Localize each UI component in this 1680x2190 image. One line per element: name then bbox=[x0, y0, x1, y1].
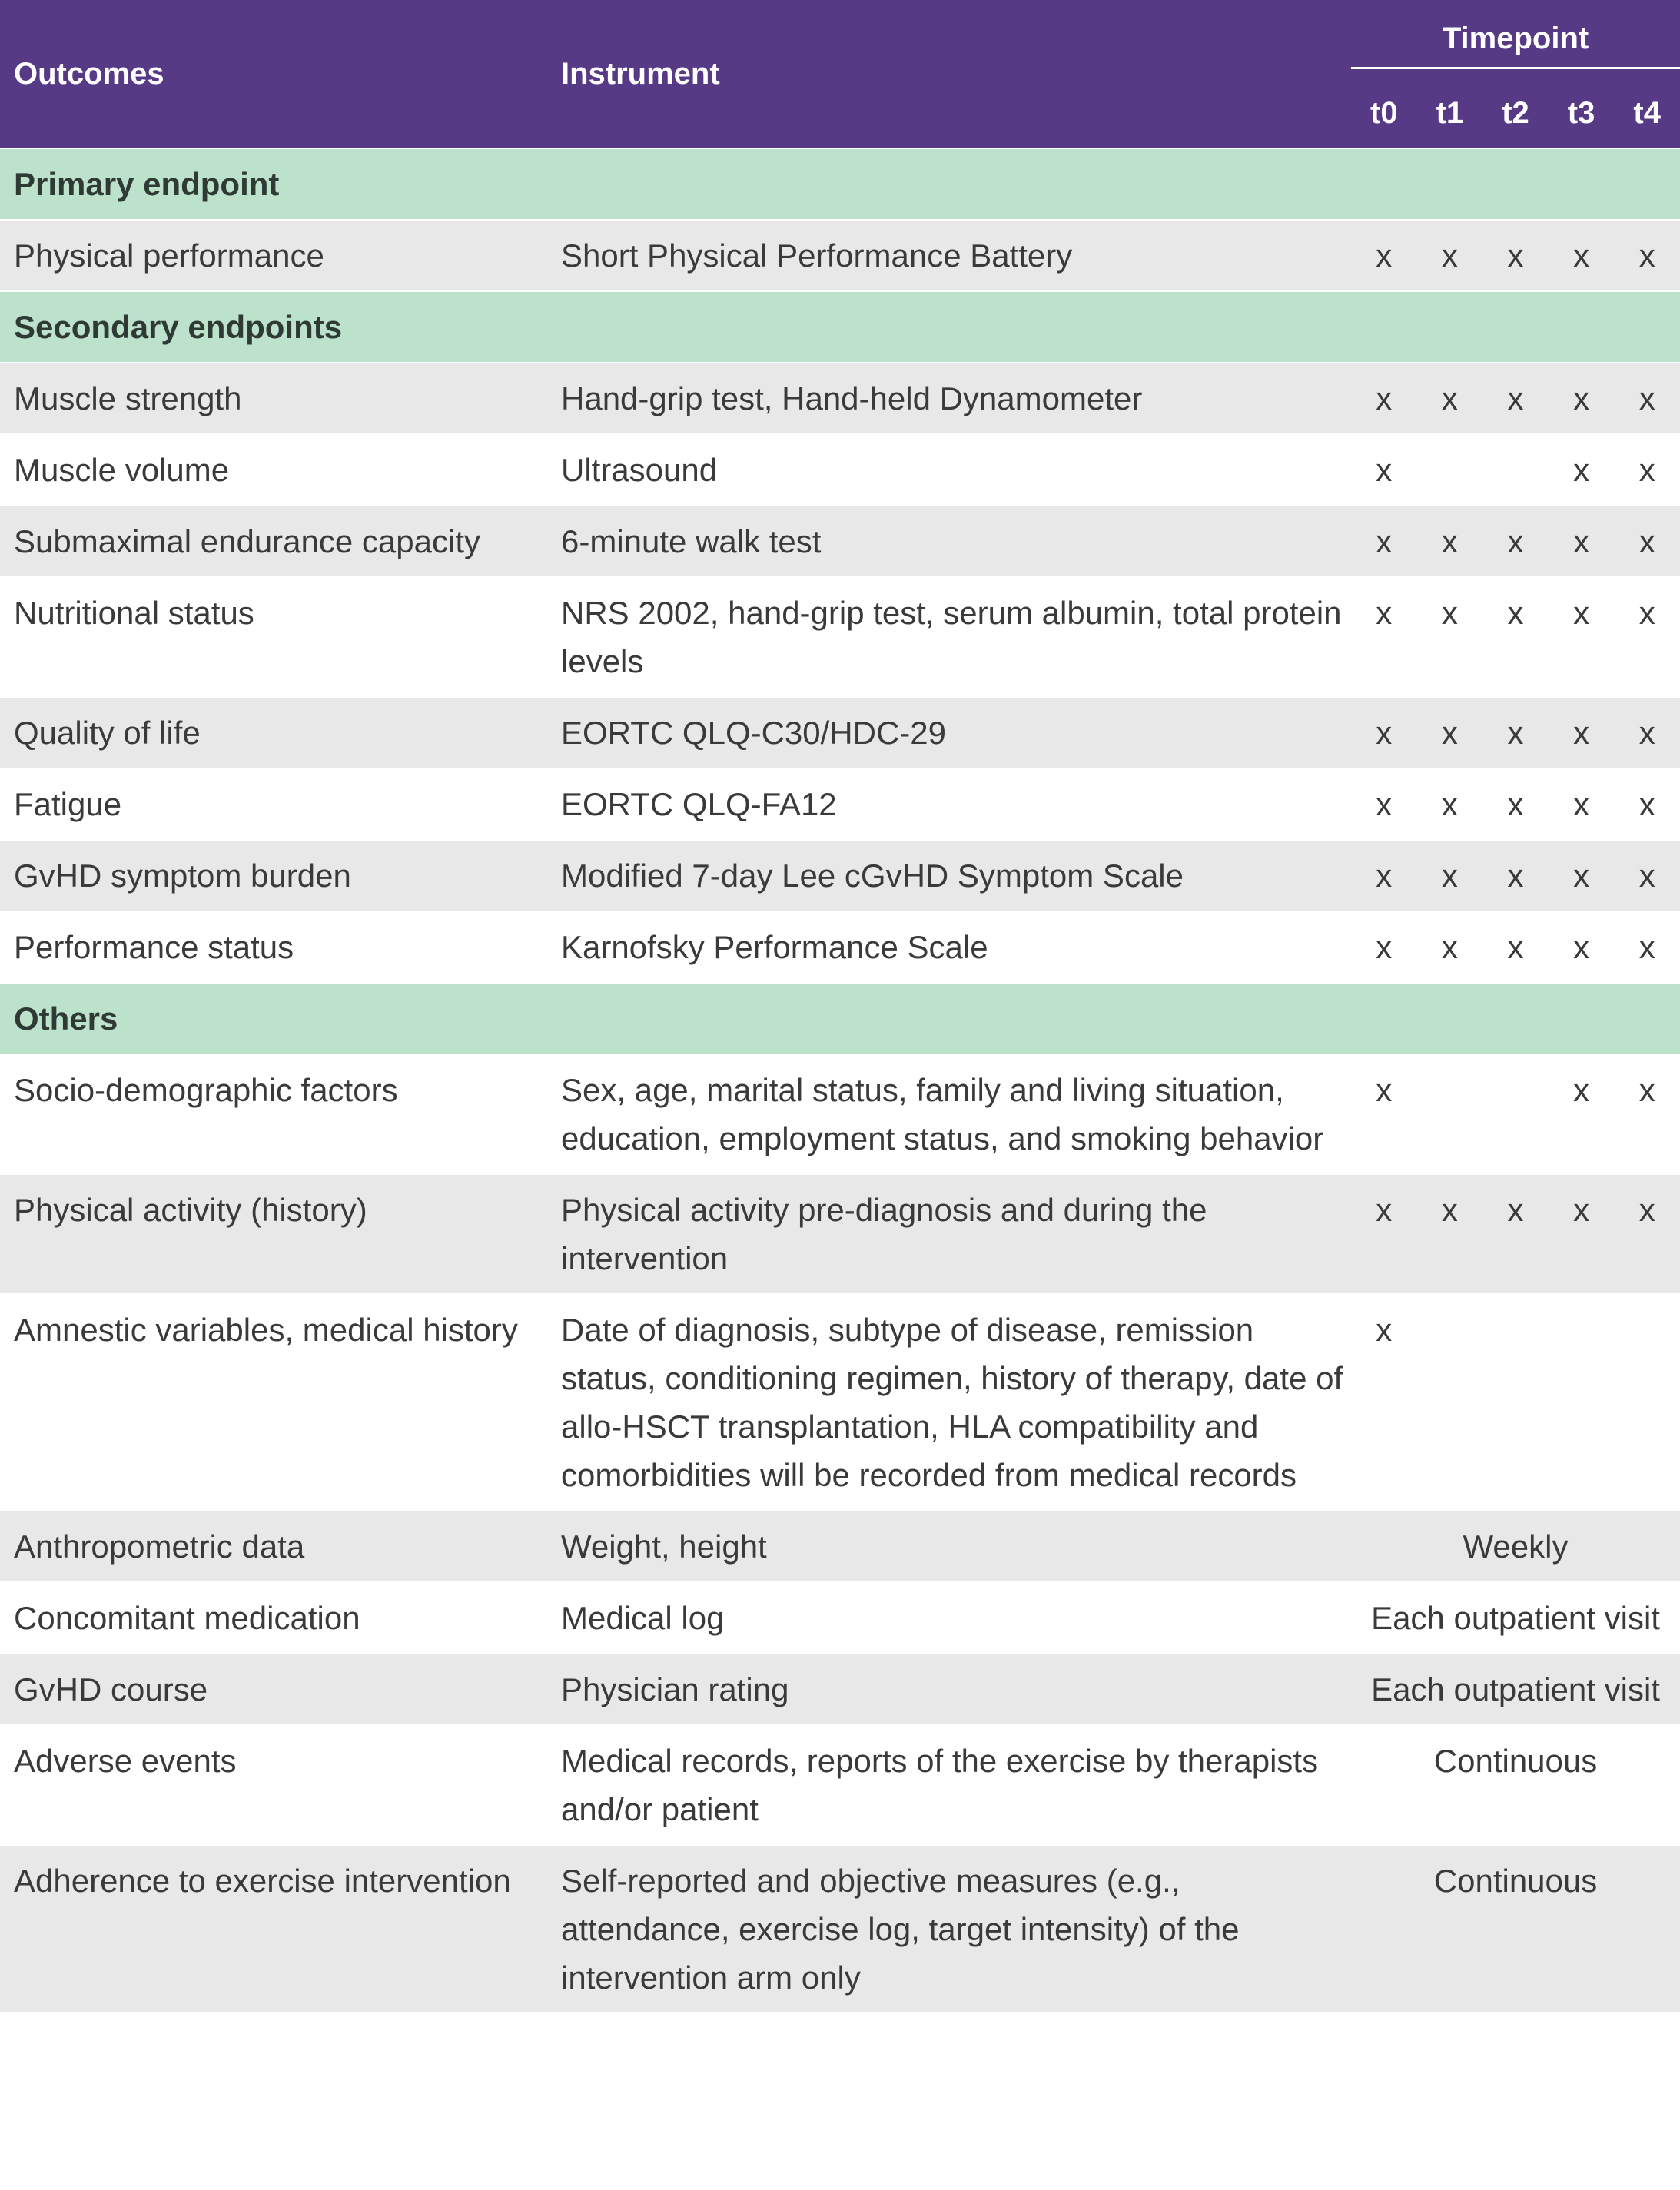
timepoint-mark-t4 bbox=[1614, 1294, 1680, 1511]
outcome-cell: Amnestic variables, medical history bbox=[0, 1294, 547, 1511]
timepoint-mark-t3 bbox=[1549, 1294, 1615, 1511]
instrument-cell: EORTC QLQ-C30/HDC-29 bbox=[547, 697, 1351, 768]
outcome-cell: Fatigue bbox=[0, 768, 547, 840]
timepoint-mark-t3: x bbox=[1549, 577, 1615, 697]
timepoint-schedule-cell: Continuous bbox=[1351, 1845, 1680, 2012]
instrument-cell: Short Physical Performance Battery bbox=[547, 220, 1351, 291]
section-title: Primary endpoint bbox=[0, 148, 1680, 220]
table-row bbox=[0, 363, 1680, 434]
instrument-cell: Physical activity pre-diagnosis and during the intervention bbox=[547, 1174, 1351, 1294]
table-row bbox=[0, 220, 1680, 291]
instrument-cell: Modified 7-day Lee cGvHD Symptom Scale bbox=[547, 840, 1351, 911]
instrument-cell: Sex, age, marital status, family and living situation, education, employment status, and smoking behavior bbox=[547, 1054, 1351, 1174]
section-title: Secondary endpoints bbox=[0, 291, 1680, 363]
instrument-cell: Physician rating bbox=[547, 1654, 1351, 1725]
timepoint-mark-t2: x bbox=[1482, 363, 1549, 434]
timepoint-mark-t3: x bbox=[1549, 220, 1615, 291]
timepoint-mark-t4: x bbox=[1614, 768, 1680, 840]
timepoint-mark-t0: x bbox=[1351, 840, 1417, 911]
timepoint-t0-header: t0 bbox=[1351, 78, 1417, 148]
timepoint-mark-t3: x bbox=[1549, 1054, 1615, 1174]
table-row bbox=[0, 1725, 1680, 1845]
section-header-row bbox=[0, 291, 1680, 363]
section-header-row bbox=[0, 983, 1680, 1054]
instrument-cell: EORTC QLQ-FA12 bbox=[547, 768, 1351, 840]
instrument-cell: Medical log bbox=[547, 1582, 1351, 1654]
instrument-cell: Hand-grip test, Hand-held Dynamometer bbox=[547, 363, 1351, 434]
outcome-cell: Quality of life bbox=[0, 697, 547, 768]
timepoint-mark-t2: x bbox=[1482, 840, 1549, 911]
table-row bbox=[0, 1511, 1680, 1582]
outcome-cell: Nutritional status bbox=[0, 577, 547, 697]
outcome-cell: Physical activity (history) bbox=[0, 1174, 547, 1294]
timepoint-mark-t4: x bbox=[1614, 363, 1680, 434]
timepoint-mark-t0: x bbox=[1351, 577, 1417, 697]
timepoint-t2-header: t2 bbox=[1482, 78, 1549, 148]
table-body bbox=[0, 148, 1680, 2012]
timepoint-mark-t4: x bbox=[1614, 220, 1680, 291]
outcome-cell: Adverse events bbox=[0, 1725, 547, 1845]
table-row bbox=[0, 768, 1680, 840]
timepoint-mark-t3: x bbox=[1549, 363, 1615, 434]
timepoint-mark-t3: x bbox=[1549, 768, 1615, 840]
table-row bbox=[0, 577, 1680, 697]
outcome-cell: Submaximal endurance capacity bbox=[0, 506, 547, 577]
outcome-cell: Physical performance bbox=[0, 220, 547, 291]
timepoint-mark-t2: x bbox=[1482, 577, 1549, 697]
timepoint-mark-t3: x bbox=[1549, 506, 1615, 577]
timepoint-mark-t3: x bbox=[1549, 1174, 1615, 1294]
instrument-cell: Self-reported and objective measures (e.g., attendance, exercise log, target intensity) of the intervention arm only bbox=[547, 1845, 1351, 2012]
timepoint-mark-t4: x bbox=[1614, 840, 1680, 911]
instrument-cell: Medical records, reports of the exercise by therapists and/or patient bbox=[547, 1725, 1351, 1845]
outcome-cell: Socio-demographic factors bbox=[0, 1054, 547, 1174]
table-row bbox=[0, 1654, 1680, 1725]
timepoint-mark-t0: x bbox=[1351, 1294, 1417, 1511]
outcome-cell: Performance status bbox=[0, 911, 547, 983]
instrument-cell: Ultrasound bbox=[547, 434, 1351, 506]
outcomes-column-header: Outcomes bbox=[0, 0, 547, 148]
timepoint-mark-t1: x bbox=[1417, 1174, 1483, 1294]
timepoint-mark-t3: x bbox=[1549, 840, 1615, 911]
timepoint-t1-header: t1 bbox=[1417, 78, 1483, 148]
timepoint-mark-t3: x bbox=[1549, 697, 1615, 768]
timepoint-mark-t1: x bbox=[1417, 911, 1483, 983]
timepoint-mark-t1 bbox=[1417, 1294, 1483, 1511]
timepoint-mark-t1 bbox=[1417, 1054, 1483, 1174]
outcome-cell: Muscle volume bbox=[0, 434, 547, 506]
timepoint-mark-t0: x bbox=[1351, 697, 1417, 768]
timepoint-mark-t4: x bbox=[1614, 1174, 1680, 1294]
timepoint-label: Timepoint bbox=[1351, 22, 1680, 69]
outcome-cell: Adherence to exercise intervention bbox=[0, 1845, 547, 2012]
table-row bbox=[0, 1054, 1680, 1174]
timepoint-group-header bbox=[1351, 0, 1680, 78]
timepoint-mark-t2: x bbox=[1482, 220, 1549, 291]
table-row bbox=[0, 697, 1680, 768]
timepoint-mark-t2: x bbox=[1482, 768, 1549, 840]
timepoint-mark-t4: x bbox=[1614, 697, 1680, 768]
timepoint-mark-t3: x bbox=[1549, 434, 1615, 506]
instrument-cell: Weight, height bbox=[547, 1511, 1351, 1582]
table-row bbox=[0, 1845, 1680, 2012]
table-row bbox=[0, 1174, 1680, 1294]
table-row bbox=[0, 911, 1680, 983]
table-row bbox=[0, 840, 1680, 911]
table-row bbox=[0, 434, 1680, 506]
timepoint-mark-t4: x bbox=[1614, 577, 1680, 697]
timepoint-mark-t1: x bbox=[1417, 697, 1483, 768]
timepoint-mark-t0: x bbox=[1351, 434, 1417, 506]
section-header-row bbox=[0, 148, 1680, 220]
timepoint-mark-t3: x bbox=[1549, 911, 1615, 983]
outcome-cell: Concomitant medication bbox=[0, 1582, 547, 1654]
timepoint-mark-t2 bbox=[1482, 1294, 1549, 1511]
instrument-column-header: Instrument bbox=[547, 0, 1351, 148]
outcome-cell: GvHD symptom burden bbox=[0, 840, 547, 911]
timepoint-mark-t4: x bbox=[1614, 506, 1680, 577]
instrument-cell: Date of diagnosis, subtype of disease, remission status, conditioning regimen, history of therapy, date of allo-HSCT transplantation, HLA compatibility and comorbidities will be recorded from medical records bbox=[547, 1294, 1351, 1511]
timepoint-mark-t2 bbox=[1482, 434, 1549, 506]
timepoint-t3-header: t3 bbox=[1549, 78, 1615, 148]
table-row bbox=[0, 1582, 1680, 1654]
timepoint-mark-t0: x bbox=[1351, 911, 1417, 983]
timepoint-t4-header: t4 bbox=[1614, 78, 1680, 148]
instrument-cell: 6-minute walk test bbox=[547, 506, 1351, 577]
timepoint-mark-t1: x bbox=[1417, 768, 1483, 840]
timepoint-mark-t1 bbox=[1417, 434, 1483, 506]
timepoint-schedule-cell: Weekly bbox=[1351, 1511, 1680, 1582]
timepoint-schedule-cell: Continuous bbox=[1351, 1725, 1680, 1845]
timepoint-mark-t1: x bbox=[1417, 840, 1483, 911]
table-row bbox=[0, 1294, 1680, 1511]
instrument-cell: Karnofsky Performance Scale bbox=[547, 911, 1351, 983]
outcome-cell: Muscle strength bbox=[0, 363, 547, 434]
instrument-cell: NRS 2002, hand-grip test, serum albumin, total protein levels bbox=[547, 577, 1351, 697]
outcome-cell: GvHD course bbox=[0, 1654, 547, 1725]
timepoint-mark-t2: x bbox=[1482, 1174, 1549, 1294]
timepoint-mark-t0: x bbox=[1351, 363, 1417, 434]
timepoint-mark-t1: x bbox=[1417, 506, 1483, 577]
timepoint-mark-t0: x bbox=[1351, 768, 1417, 840]
timepoint-schedule-cell: Each outpatient visit bbox=[1351, 1654, 1680, 1725]
timepoint-mark-t0: x bbox=[1351, 220, 1417, 291]
timepoint-mark-t1: x bbox=[1417, 363, 1483, 434]
timepoint-mark-t2: x bbox=[1482, 697, 1549, 768]
outcome-cell: Anthropometric data bbox=[0, 1511, 547, 1582]
timepoint-mark-t4: x bbox=[1614, 911, 1680, 983]
timepoint-mark-t2: x bbox=[1482, 506, 1549, 577]
timepoint-schedule-cell: Each outpatient visit bbox=[1351, 1582, 1680, 1654]
table-row bbox=[0, 506, 1680, 577]
timepoint-mark-t0: x bbox=[1351, 1054, 1417, 1174]
timepoint-mark-t1: x bbox=[1417, 577, 1483, 697]
timepoint-mark-t4: x bbox=[1614, 434, 1680, 506]
timepoint-mark-t0: x bbox=[1351, 506, 1417, 577]
timepoint-mark-t2 bbox=[1482, 1054, 1549, 1174]
section-title: Others bbox=[0, 983, 1680, 1054]
timepoint-mark-t1: x bbox=[1417, 220, 1483, 291]
timepoint-mark-t0: x bbox=[1351, 1174, 1417, 1294]
table-header bbox=[0, 0, 1680, 148]
timepoint-mark-t2: x bbox=[1482, 911, 1549, 983]
timepoint-mark-t4: x bbox=[1614, 1054, 1680, 1174]
